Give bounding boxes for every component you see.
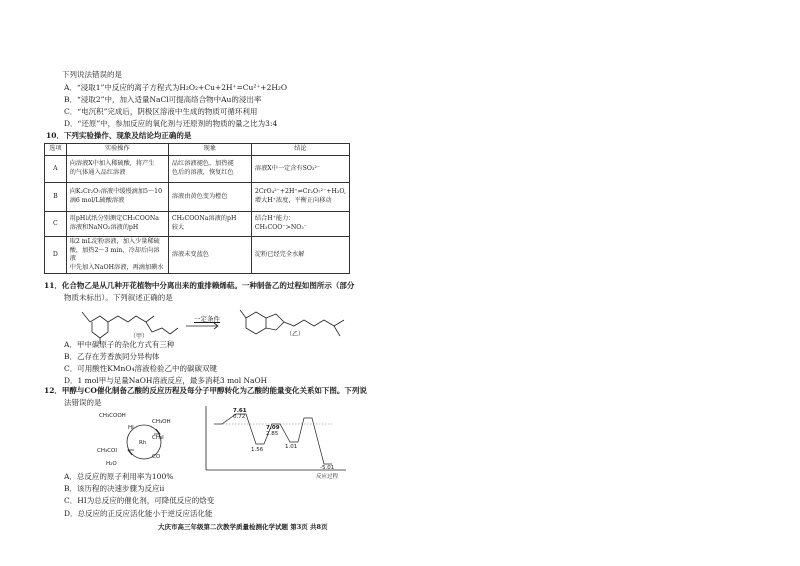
cycle-label-water: H₂O: [106, 461, 117, 467]
table-cell-phenomenon: [168, 212, 251, 237]
cell-line: 用pH试纸分别测定CH₃COONa: [69, 215, 159, 223]
cell-line: 向K₂Cr₂O₇溶液中缓慢滴加5～10: [69, 188, 163, 196]
cell-line: 滴6 mol/L硫酸溶液: [69, 197, 125, 204]
cycle-label-co: CO: [152, 454, 161, 460]
table-row: [45, 212, 350, 237]
q11-option-a: A．甲中碳原子的杂化方式有三种: [64, 340, 175, 349]
table-header-row: [45, 144, 350, 156]
cell-line: 淀粉已经完全水解: [254, 250, 305, 258]
q11-option-b: B．乙存在芳香族同分异构体: [64, 352, 160, 361]
q9-option-b: B．“浸取2”中，加入适量NaCl可提高络合物中Au的浸出率: [64, 95, 262, 104]
q10-stem: 10．下列实验操作、现象及结论均正确的是: [46, 131, 192, 140]
cell-line: 结合H⁺能力：: [254, 215, 295, 223]
cell-line: 中先加入NaOH溶液，再滴加碘水: [69, 263, 164, 271]
table-cell-option: B: [45, 183, 67, 212]
cell-line: CH₃COO⁻>NO₂⁻: [254, 224, 308, 231]
energy-x-axis-label: 反应过程: [316, 474, 339, 480]
energy-value-label: 0.72: [233, 414, 246, 420]
cell-line: 品红溶液褪色，加热褪: [171, 160, 234, 168]
table-cell-conclusion: [251, 237, 349, 274]
q12-stem-line1: 12．甲醇与CO催化制备乙酸的反应历程及每分子甲醇转化为乙酸的能量变化关系如下图。下列说: [44, 386, 367, 395]
q12-option-d: D．总反应的正反应活化能小于逆反应活化能: [64, 509, 213, 518]
q9-option-d: D．“还原”中，参加反应的氧化剂与还原剂的物质的量之比为3:4: [64, 119, 278, 128]
table-cell-phenomenon: [168, 183, 251, 212]
table-cell-conclusion: [251, 156, 349, 183]
q9-option-a: A．“浸取1”中反应的离子方程式为H₂O₂+Cu+2H⁺=Cu²⁺+2H₂O: [64, 83, 288, 92]
energy-curve: [214, 414, 332, 464]
table-cell-phenomenon: [168, 156, 251, 183]
cycle-label-methanol: CH₃OH: [152, 419, 171, 425]
cell-line: 溶液由黄色变为橙色: [171, 192, 228, 200]
q11-option-c: C．可用酸性KMnO₄溶液检验乙中的碳碳双键: [64, 364, 218, 373]
cell-line: 较大: [171, 224, 185, 231]
cycle-label-acetic-acid: CH₃COOH: [99, 413, 126, 419]
table-cell-option: C: [45, 212, 67, 237]
energy-value-label: 1.01: [285, 444, 298, 450]
table-header: 结论: [251, 144, 349, 156]
cycle-label-acetyl-iodide: CH₃COI: [97, 448, 117, 454]
experiment-table: [44, 143, 350, 274]
table-cell-conclusion: [251, 183, 349, 212]
cycle-label-methyl-iodide: CH₃I: [152, 435, 164, 441]
energy-value-label: 2.85: [266, 431, 279, 437]
cell-line: 的气体通入品红溶液: [69, 169, 126, 176]
table-cell-operation: [66, 156, 168, 183]
cell-line: 溶液未变蓝色: [171, 250, 209, 258]
cell-line: 溶液X中一定含有SO₃²⁻: [254, 164, 321, 172]
q12-option-b: B．该历程的决速步骤为反应ⅱ: [64, 484, 165, 493]
table-header: 实验操作: [66, 144, 168, 156]
q11-stem-line1: 11．化合物乙是从几种开花植物中分离出来的重排赖烯萜。一种制备乙的过程如图所示（部分: [44, 281, 355, 290]
table-cell-option: A: [45, 156, 67, 183]
table-cell-operation: [66, 212, 168, 237]
table-row: [45, 237, 350, 274]
table-cell-option: D: [45, 237, 67, 274]
cell-line: 色后的溶液，恢复红色: [171, 169, 234, 176]
q9-option-c: C．“电沉积”完成后，阴极区溶液中生成的物质可循环利用: [64, 107, 258, 116]
cycle-label-hi: HI: [128, 425, 134, 431]
cell-line: 溶液和NaNO₂溶液的pH: [69, 224, 139, 231]
cell-line: CH₃COONa溶液的pH: [171, 215, 237, 223]
table-cell-operation: [66, 237, 168, 274]
energy-value-label: 7.09: [266, 425, 280, 431]
compound-yi-label: （乙）: [286, 331, 305, 338]
compound-jia-label: （甲）: [130, 333, 149, 340]
q11-stem-line2: 物质未标出）。下列叙述正确的是: [64, 293, 173, 302]
q11-option-d: D．1 mol甲与足量NaOH溶液反应，最多消耗3 mol NaOH: [64, 376, 268, 385]
cell-line: 2CrO₄²⁻+2H⁺⇌Cr₂O₇²⁻+H₂O,: [254, 188, 346, 196]
table-row: [45, 183, 350, 212]
cell-line: 酸，加热2～3 min，冷却后向溶液: [69, 246, 160, 263]
q12-stem-line2: 法错误的是: [64, 398, 102, 407]
reaction-condition-label: 一定条件: [194, 315, 220, 323]
q12-option-a: A．总反应的原子利用率为100%: [64, 472, 174, 481]
energy-value-label: 7.61: [233, 408, 247, 414]
q9-stem: 下列说法错误的是: [62, 70, 122, 79]
q12-option-c: C．HI为总反应的催化剂，可降低反应的焓变: [64, 496, 215, 505]
table-header: 现象: [168, 144, 251, 156]
table-cell-phenomenon: [168, 237, 251, 274]
cell-line: 向溶液X中加入稀硫酸，将产生: [69, 160, 155, 168]
table-row: [45, 156, 350, 183]
cycle-label-rh: Rh: [139, 440, 147, 446]
cell-line: 取2 mL淀粉溶液，加入少量稀硫: [69, 238, 160, 245]
page-footer: 大庆市高三年级第二次教学质量检测化学试题 第3页 共8页: [158, 523, 328, 531]
table-cell-conclusion: [251, 212, 349, 237]
table-header: 选项: [45, 144, 67, 156]
energy-value-label: 1.56: [251, 447, 264, 453]
energy-value-label: -5.01: [320, 465, 335, 471]
table-cell-operation: [66, 183, 168, 212]
cell-line: 增大H⁺浓度，平衡正向移动: [254, 197, 332, 204]
